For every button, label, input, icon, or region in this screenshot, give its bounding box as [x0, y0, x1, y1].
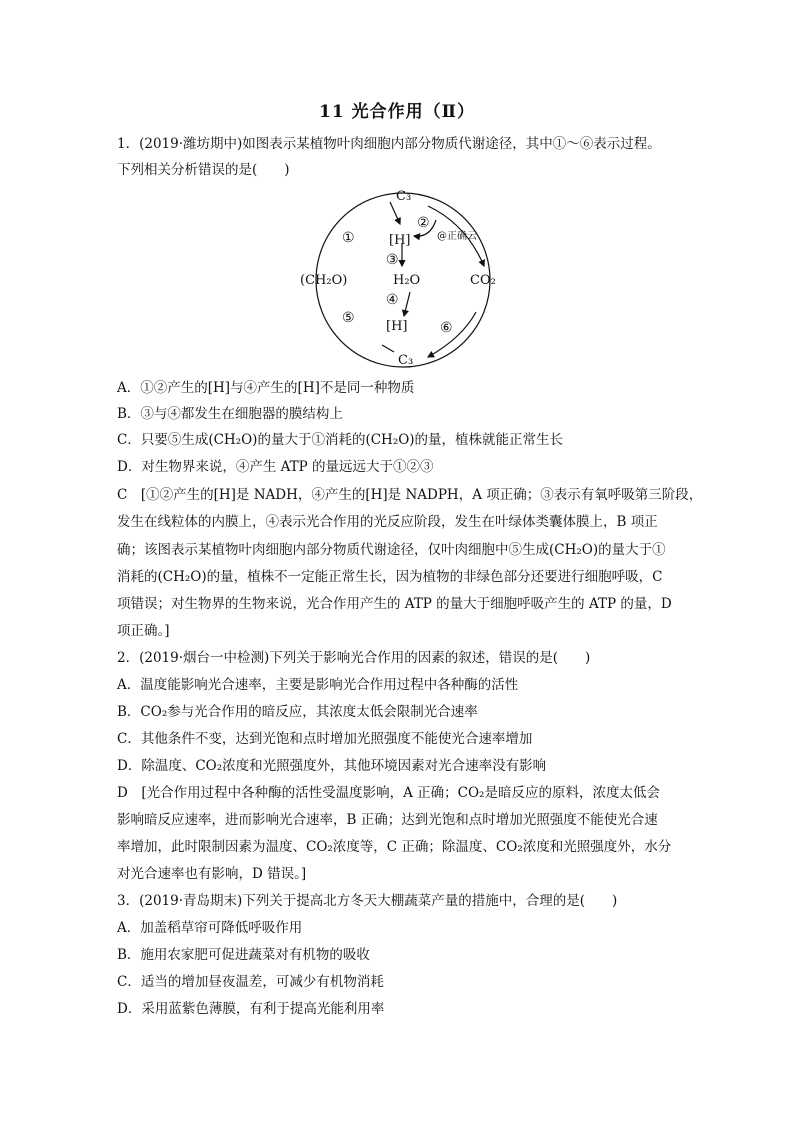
q1-answer-line: 项正确。] [117, 623, 170, 639]
q2-answer-line: 对光合速率也有影响，D 错误。] [117, 866, 307, 882]
num-2: ② [417, 215, 430, 231]
q1-option-c: C．只要⑤生成(CH₂O)的量大于①消耗的(CH₂O)的量，植株就能正常生长 [117, 432, 564, 448]
q2-answer-line: 率增加，此时限制因素为温度、CO₂浓度等，C 正确；除温度、CO₂浓度和光照强度外，水分 [117, 839, 672, 855]
ch2o-label: (CH₂O) [300, 273, 348, 288]
q2-option-a: A．温度能影响光合速率，主要是影响光合作用过程中各种酶的活性 [117, 677, 519, 693]
num-4: ④ [386, 292, 399, 308]
c3-bottom-label: C₃ [398, 353, 414, 368]
h-bottom-label: [H] [386, 319, 408, 334]
q1-answer-line: 发生在线粒体的内膜上，④表示光合作用的光反应阶段，发生在叶绿体类囊体膜上，B 项正 [117, 514, 658, 530]
q3-option-d: D．采用蓝紫色薄膜，有利于提高光能利用率 [117, 1001, 385, 1017]
q2-option-b: B．CO₂参与光合作用的暗反应，其浓度太低会限制光合速率 [117, 704, 478, 720]
q2-answer-line: 影响暗反应速率，进而影响光合速率，B 正确；达到光饱和点时增加光照强度不能使光合速 [117, 812, 658, 828]
q2-option-d: D．除温度、CO₂浓度和光照强度外，其他环境因素对光合速率没有影响 [117, 758, 547, 774]
q2-answer-line: D [光合作用过程中各种酶的活性受温度影响，A 正确；CO₂是暗反应的原料，浓度太低会 [117, 785, 660, 801]
q3-option-b: B．施用农家肥可促进蔬菜对有机物的吸收 [117, 947, 370, 963]
q3-option-c: C．适当的增加昼夜温差，可减少有机物消耗 [117, 974, 384, 990]
q1-answer-line: 项错误；对生物界的生物来说，光合作用产生的 ATP 的量大于细胞呼吸产生的 ATP 的量，D [117, 596, 672, 612]
q2-stem: 2．(2019·烟台一中检测)下列关于影响光合作用的因素的叙述，错误的是( ) [117, 650, 591, 666]
q1-option-a: A．①②产生的[H]与④产生的[H]不是同一种物质 [117, 380, 415, 396]
q2-option-c: C．其他条件不变，达到光饱和点时增加光照强度不能使光合速率增加 [117, 731, 533, 747]
q1-stem-line-1: 1．(2019·潍坊期中)如图表示某植物叶肉细胞内部分物质代谢途径，其中①～⑥表示过程。 [117, 136, 661, 152]
q1-answer-line: 消耗的(CH₂O)的量，植株不一定能正常生长，因为植物的非绿色部分还要进行细胞呼吸，C [117, 569, 663, 585]
q1-option-d: D．对生物界来说，④产生 ATP 的量远远大于①②③ [117, 459, 434, 475]
q3-option-a: A．加盖稻草帘可降低呼吸作用 [117, 920, 303, 936]
page-title: 11 光合作用（Ⅱ） [319, 102, 475, 122]
q1-stem-line-2: 下列相关分析错误的是( ) [117, 162, 290, 178]
arrow-water-to-h [404, 292, 410, 316]
h-top-label: [H] [389, 233, 411, 248]
watermark-text: @正确云 [437, 231, 477, 242]
q1-answer-line: 确；该图表示某植物叶肉细胞内部分物质代谢途径，仅叶肉细胞中⑤生成(CH₂O)的量大于① [117, 542, 666, 558]
co2-label: CO₂ [470, 273, 496, 288]
c3-top-label: C₃ [396, 189, 412, 204]
num-1: ① [342, 230, 355, 246]
num-3: ③ [386, 252, 399, 268]
q1-option-b: B．③与④都发生在细胞器的膜结构上 [117, 406, 343, 422]
photosynthesis-respiration-diagram [290, 180, 510, 370]
water-label: H₂O [393, 273, 421, 288]
q1-answer-line: C [①②产生的[H]是 NADH，④产生的[H]是 NADPH，A 项正确；③表示有氧呼吸第三阶段， [117, 487, 703, 503]
arrow-5-curve [382, 345, 394, 352]
num-5: ⑤ [342, 310, 355, 326]
arrow-c3-to-h [390, 202, 400, 224]
q3-stem: 3．(2019·青岛期末)下列关于提高北方冬天大棚蔬菜产量的措施中，合理的是( ) [117, 893, 618, 909]
num-6: ⑥ [440, 320, 453, 336]
